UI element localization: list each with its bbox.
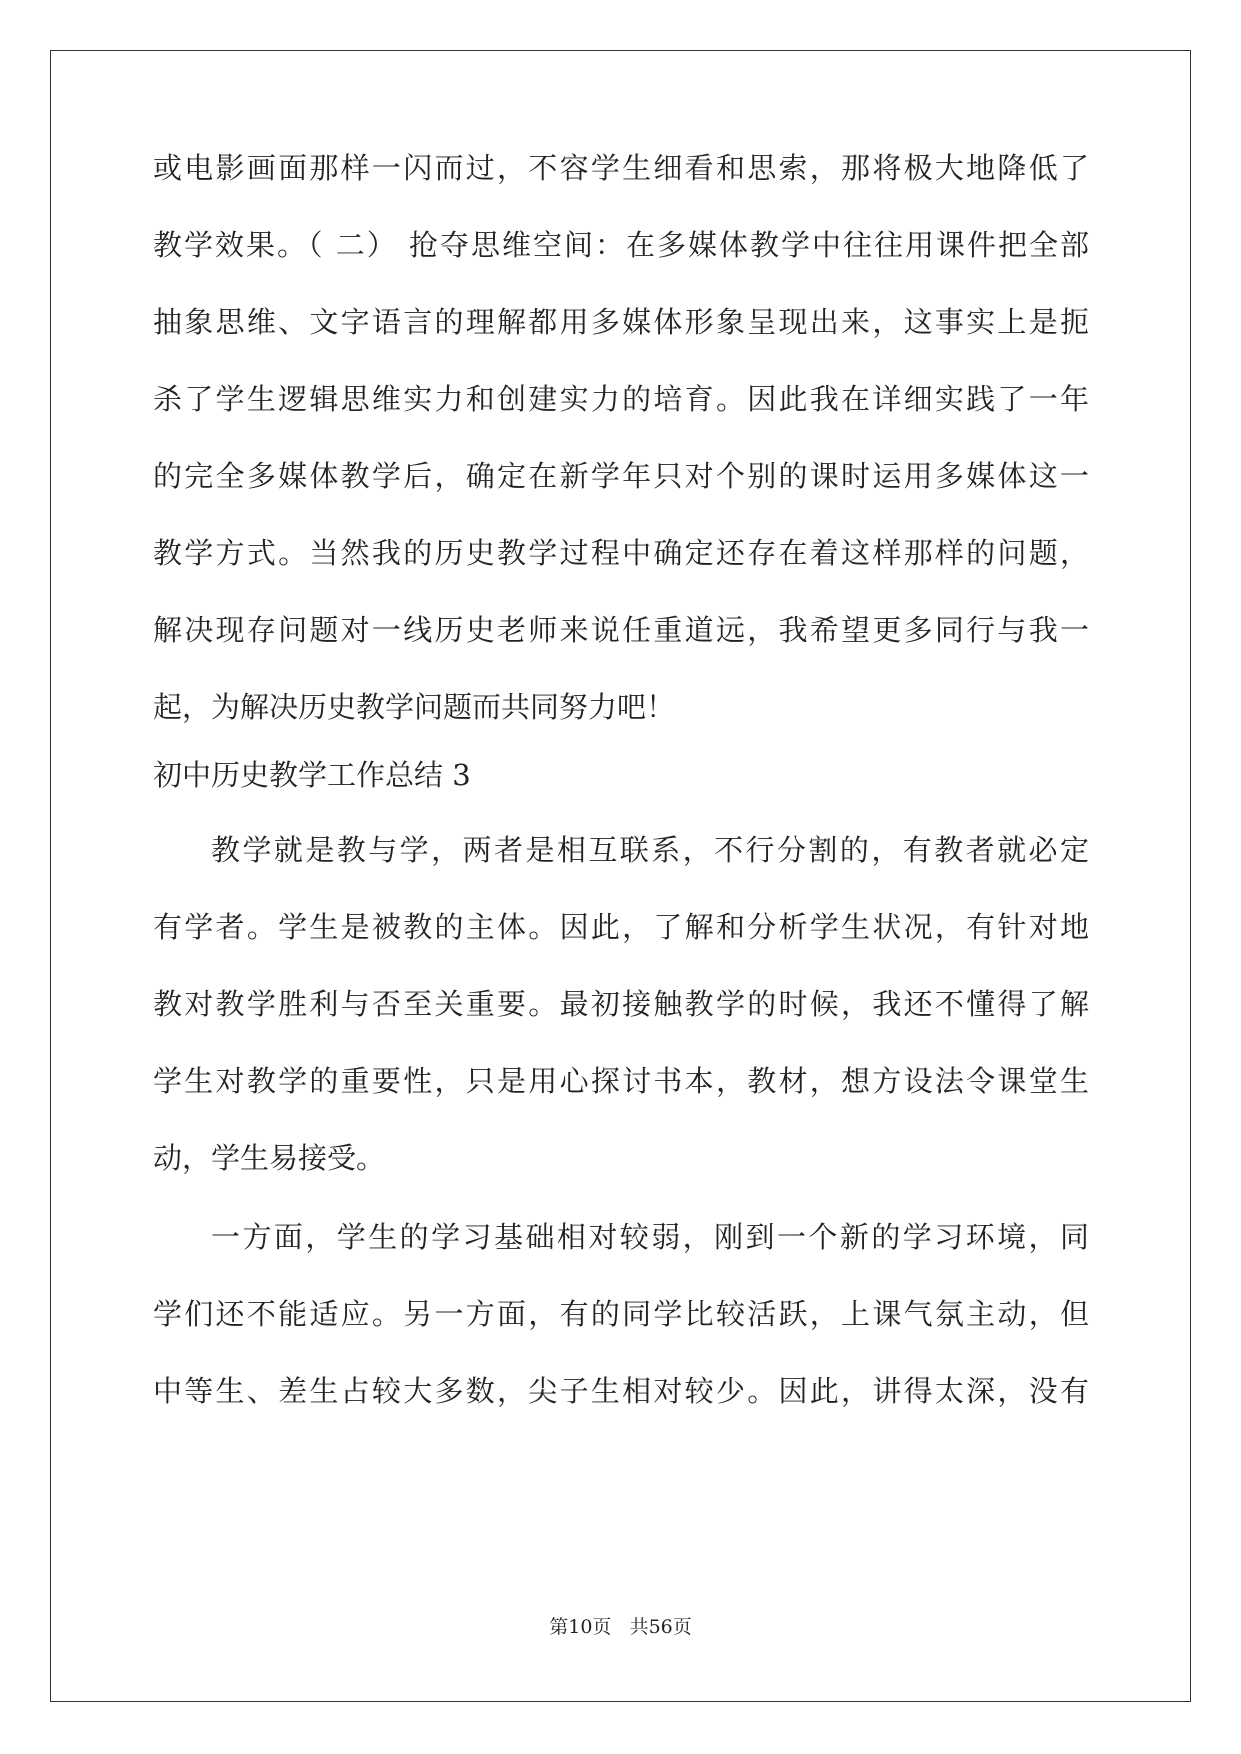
text-line: 教学就是教与学，两者是相互联系，不行分割的，有教者就必定 bbox=[211, 833, 1089, 867]
text-line: 学生对教学的重要性，只是用心探讨书本，教材，想方设法令课堂生 bbox=[153, 1064, 1089, 1098]
text-line: 杀了学生逻辑思维实力和创建实力的培育。因此我在详细实践了一年 bbox=[153, 382, 1089, 416]
total-suffix: 页 bbox=[672, 1616, 692, 1638]
page-border bbox=[50, 50, 1191, 1702]
text-line: 一方面，学生的学习基础相对较弱，刚到一个新的学习环境，同 bbox=[211, 1220, 1089, 1254]
text-line: 或电影画面那样一闪而过，不容学生细看和思索，那将极大地降低了 bbox=[153, 151, 1089, 185]
text-line: 起，为解决历史教学问题而共同努力吧！ bbox=[153, 690, 676, 724]
text-line: 解决现存问题对一线历史老师来说任重道远，我希望更多同行与我一 bbox=[153, 613, 1089, 647]
text-line: 的完全多媒体教学后，确定在新学年只对个别的课时运用多媒体这一 bbox=[153, 459, 1089, 493]
text-line: 教对教学胜利与否至关重要。最初接触教学的时候，我还不懂得了解 bbox=[153, 987, 1089, 1021]
section-title: 初中历史教学工作总结 3 bbox=[153, 758, 471, 792]
total-pages: 56 bbox=[648, 1616, 673, 1638]
page-number: 10 bbox=[568, 1616, 593, 1638]
page-prefix: 第 bbox=[549, 1616, 569, 1638]
total-prefix: 共 bbox=[629, 1616, 649, 1638]
page-footer bbox=[0, 1615, 1241, 1639]
text-line: 动，学生易接受。 bbox=[153, 1141, 386, 1175]
page-suffix: 页 bbox=[592, 1616, 612, 1638]
text-line: 中等生、差生占较大多数，尖子生相对较少。因此，讲得太深，没有 bbox=[153, 1374, 1089, 1408]
text-line: 学们还不能适应。另一方面，有的同学比较活跃，上课气氛主动，但 bbox=[153, 1297, 1089, 1331]
text-line: 抽象思维、文字语言的理解都用多媒体形象呈现出来，这事实上是扼 bbox=[153, 305, 1089, 339]
text-line: 教学方式。当然我的历史教学过程中确定还存在着这样那样的问题， bbox=[153, 536, 1089, 570]
text-line: 有学者。学生是被教的主体。因此，了解和分析学生状况，有针对地 bbox=[153, 910, 1089, 944]
text-line: 教学效果。（ 二） 抢夺思维空间：在多媒体教学中往往用课件把全部 bbox=[153, 228, 1089, 262]
